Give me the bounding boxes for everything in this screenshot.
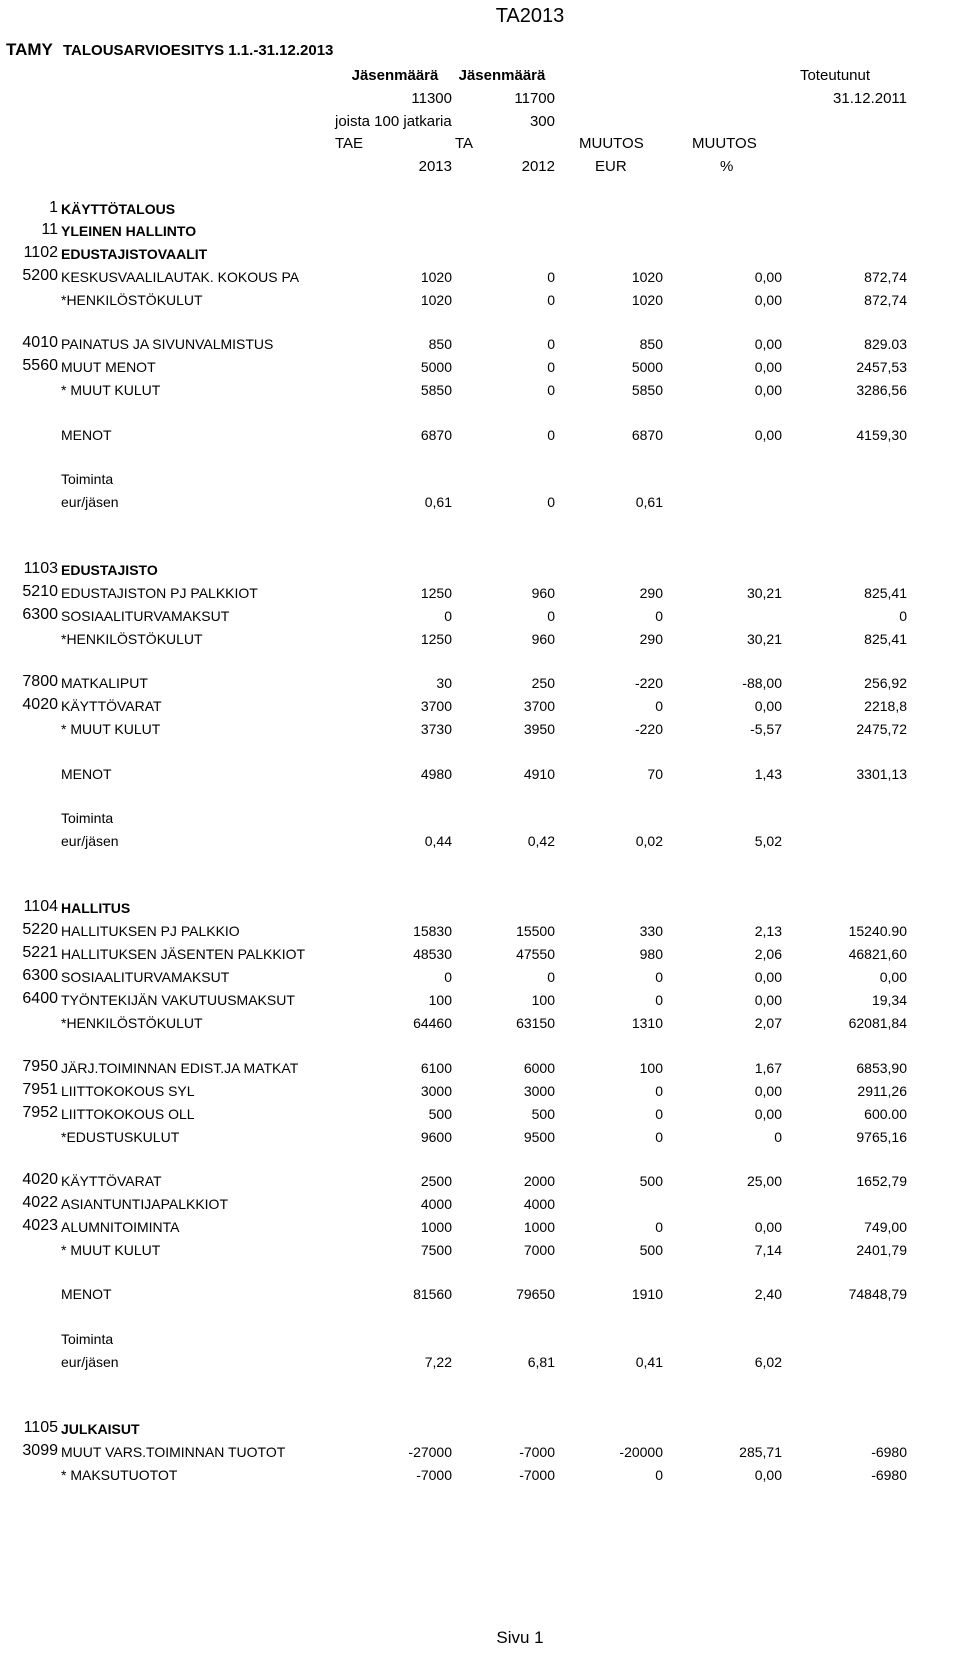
value-tae-2013: 500 <box>428 1106 452 1122</box>
value-change-pct: 6,02 <box>754 1354 782 1370</box>
account-code: 1 <box>49 199 58 216</box>
value-actual-2011: 15240.90 <box>848 923 907 939</box>
value-actual-2011: 6853,90 <box>856 1060 907 1076</box>
account-label: KESKUSVAALILAUTAK. KOKOUS PA <box>61 269 300 285</box>
account-code: 5200 <box>22 267 58 284</box>
account-label: *EDUSTUSKULUT <box>61 1129 180 1145</box>
value-ta-2012: 0,42 <box>527 833 555 849</box>
value-change-pct: 0,00 <box>754 698 782 714</box>
value-ta-2012: 4910 <box>523 766 555 782</box>
value-tae-2013: 1020 <box>420 292 452 308</box>
value-change-eur: 980 <box>639 946 663 962</box>
account-label: HALLITUKSEN PJ PALKKIO <box>61 923 240 939</box>
value-tae-2013: 5000 <box>420 359 452 375</box>
account-code: 7952 <box>22 1104 58 1121</box>
value-change-pct: 0,00 <box>754 969 782 985</box>
value-change-eur: 0 <box>655 1129 663 1145</box>
account-label: JULKAISUT <box>61 1421 140 1437</box>
account-label: MATKALIPUT <box>61 675 148 691</box>
value-tae-2013: 3730 <box>420 721 452 737</box>
account-label: MUUT MENOT <box>61 359 156 375</box>
value-tae-2013: 1250 <box>420 585 452 601</box>
account-label: eur/jäsen <box>61 833 119 849</box>
value-change-pct: 0,00 <box>754 427 782 443</box>
account-label: Toiminta <box>61 810 114 826</box>
value-ta-2012: 0 <box>547 969 555 985</box>
col-tae: TAE <box>335 135 364 152</box>
value-change-eur: 0,61 <box>635 494 663 510</box>
value-actual-2011: 2401,79 <box>856 1242 907 1258</box>
col-muutos-pct: MUUTOS <box>692 135 757 152</box>
value-actual-2011: 600.00 <box>864 1106 907 1122</box>
account-label: MUUT VARS.TOIMINNAN TUOTOT <box>61 1444 286 1460</box>
account-label: * MUUT KULUT <box>61 1242 161 1258</box>
value-ta-2012: 0 <box>547 292 555 308</box>
doc-id: TA2013 <box>495 5 565 27</box>
value-ta-2012: 4000 <box>523 1196 555 1212</box>
value-change-pct: -88,00 <box>742 675 782 691</box>
value-actual-2011: 829.03 <box>864 336 907 352</box>
account-code: 4020 <box>22 696 58 713</box>
account-code: 5560 <box>22 357 58 374</box>
value-ta-2012: 6000 <box>523 1060 555 1076</box>
col-eur: EUR <box>595 158 627 175</box>
value-tae-2013: 4980 <box>420 766 452 782</box>
value-ta-2012: 0 <box>547 427 555 443</box>
value-ta-2012: 2000 <box>523 1173 555 1189</box>
account-code: 4020 <box>22 1171 58 1188</box>
value-actual-2011: 0 <box>899 608 907 624</box>
value-change-pct: 0,00 <box>754 359 782 375</box>
value-change-pct: 5,02 <box>754 833 782 849</box>
account-label: SOSIAALITURVAMAKSUT <box>61 969 230 985</box>
value-ta-2012: 250 <box>531 675 555 691</box>
account-label: KÄYTTÖTALOUS <box>61 201 176 217</box>
account-code: 1105 <box>23 1419 58 1436</box>
value-ta-2012: 0 <box>547 382 555 398</box>
account-label: *HENKILÖSTÖKULUT <box>61 631 203 647</box>
account-code: 5220 <box>22 921 58 938</box>
value-change-eur: 1310 <box>631 1015 663 1031</box>
account-code: 4010 <box>22 334 58 351</box>
value-ta-2012: 1000 <box>523 1219 555 1235</box>
value-change-eur: 1020 <box>631 269 663 285</box>
value-tae-2013: 0,61 <box>424 494 452 510</box>
value-change-eur: 0 <box>655 1106 663 1122</box>
value-ta-2012: 3950 <box>523 721 555 737</box>
value-change-pct: 30,21 <box>746 585 782 601</box>
members-label-1: Jäsenmäärä <box>351 67 439 84</box>
account-label: EDUSTAJISTO <box>61 562 158 578</box>
account-label: eur/jäsen <box>61 494 119 510</box>
value-change-pct: 0,00 <box>754 382 782 398</box>
account-code: 7950 <box>22 1058 58 1075</box>
value-change-pct: 0,00 <box>754 1219 782 1235</box>
value-ta-2012: 0 <box>547 336 555 352</box>
value-change-eur: 330 <box>639 923 663 939</box>
account-code: 1104 <box>23 898 58 915</box>
value-tae-2013: 0 <box>444 608 452 624</box>
value-tae-2013: -27000 <box>408 1444 452 1460</box>
value-change-eur: 500 <box>639 1242 663 1258</box>
value-change-pct: 0,00 <box>754 336 782 352</box>
value-actual-2011: 3301,13 <box>856 766 907 782</box>
value-change-eur: 850 <box>639 336 663 352</box>
account-label: * MAKSUTUOTOT <box>61 1467 178 1483</box>
value-actual-2011: 256,92 <box>864 675 907 691</box>
account-code: 7800 <box>22 673 58 690</box>
value-change-pct: 0,00 <box>754 269 782 285</box>
actual-label: Toteutunut <box>799 67 871 84</box>
value-change-pct: 2,13 <box>754 923 782 939</box>
value-actual-2011: 19,34 <box>871 992 907 1008</box>
value-tae-2013: 7,22 <box>424 1354 452 1370</box>
value-tae-2013: 6100 <box>420 1060 452 1076</box>
value-tae-2013: 9600 <box>420 1129 452 1145</box>
account-label: ASIANTUNTIJAPALKKIOT <box>61 1196 228 1212</box>
value-tae-2013: 850 <box>428 336 452 352</box>
value-change-eur: 70 <box>647 766 663 782</box>
value-change-pct: 2,07 <box>754 1015 782 1031</box>
value-change-pct: 2,06 <box>754 946 782 962</box>
account-code: 5221 <box>22 944 58 961</box>
value-change-eur: 0 <box>655 969 663 985</box>
header-note-value: 300 <box>529 113 555 130</box>
value-actual-2011: 74848,79 <box>848 1286 907 1302</box>
value-change-eur: 0 <box>655 992 663 1008</box>
account-label: *HENKILÖSTÖKULUT <box>61 292 203 308</box>
account-label: HALLITUKSEN JÄSENTEN PALKKIOT <box>61 946 306 962</box>
value-tae-2013: 2500 <box>420 1173 452 1189</box>
value-change-eur: 1910 <box>631 1286 663 1302</box>
header-note: joista 100 jatkaria <box>335 113 452 130</box>
value-change-eur: 6870 <box>631 427 663 443</box>
account-code: 7951 <box>22 1081 58 1098</box>
value-change-eur: 0 <box>655 1219 663 1235</box>
value-ta-2012: 0 <box>547 359 555 375</box>
value-ta-2012: 3000 <box>523 1083 555 1099</box>
value-ta-2012: 15500 <box>516 923 555 939</box>
value-change-eur: 5850 <box>631 382 663 398</box>
value-change-eur: 0 <box>655 1083 663 1099</box>
account-label: * MUUT KULUT <box>61 721 161 737</box>
value-actual-2011: 2475,72 <box>856 721 907 737</box>
value-ta-2012: 6,81 <box>527 1354 555 1370</box>
account-code: 3099 <box>22 1442 58 1459</box>
value-ta-2012: 3700 <box>523 698 555 714</box>
col-pct: % <box>720 158 734 175</box>
col-ta: TA <box>455 135 474 152</box>
value-actual-2011: 825,41 <box>864 585 907 601</box>
value-actual-2011: 3286,56 <box>856 382 907 398</box>
value-change-eur: 290 <box>639 631 663 647</box>
value-tae-2013: 64460 <box>413 1015 452 1031</box>
value-tae-2013: -7000 <box>416 1467 452 1483</box>
value-change-pct: -5,57 <box>750 721 782 737</box>
account-code: 1102 <box>23 244 58 261</box>
value-change-pct: 30,21 <box>746 631 782 647</box>
value-tae-2013: 0,44 <box>424 833 452 849</box>
account-label: SOSIAALITURVAMAKSUT <box>61 608 230 624</box>
value-change-eur: 100 <box>639 1060 663 1076</box>
account-label: HALLITUS <box>61 900 131 916</box>
org-name: TAMY <box>6 40 53 59</box>
value-change-eur: 290 <box>639 585 663 601</box>
account-label: PAINATUS JA SIVUNVALMISTUS <box>61 336 274 352</box>
account-label: EDUSTAJISTOVAALIT <box>61 246 208 262</box>
value-change-pct: 0,00 <box>754 1106 782 1122</box>
col-2013: 2013 <box>418 158 452 175</box>
value-change-pct: 0 <box>774 1129 782 1145</box>
value-actual-2011: 872,74 <box>864 269 907 285</box>
account-code: 1103 <box>23 560 58 577</box>
value-ta-2012: 9500 <box>523 1129 555 1145</box>
page-footer: Sivu 1 <box>496 1628 544 1647</box>
account-label: KÄYTTÖVARAT <box>61 1173 162 1189</box>
value-tae-2013: 15830 <box>413 923 452 939</box>
value-actual-2011: 2457,53 <box>856 359 907 375</box>
value-tae-2013: 1000 <box>420 1219 452 1235</box>
value-actual-2011: 62081,84 <box>848 1015 907 1031</box>
value-tae-2013: 3000 <box>420 1083 452 1099</box>
value-change-eur: 1020 <box>631 292 663 308</box>
account-label: EDUSTAJISTON PJ PALKKIOT <box>61 585 258 601</box>
account-label: MENOT <box>61 427 112 443</box>
account-label: JÄRJ.TOIMINNAN EDIST.JA MATKAT <box>61 1060 299 1076</box>
value-change-pct: 285,71 <box>739 1444 782 1460</box>
value-ta-2012: 960 <box>531 585 555 601</box>
page-title: TALOUSARVIOESITYS 1.1.-31.12.2013 <box>63 42 334 59</box>
value-tae-2013: 5850 <box>420 382 452 398</box>
value-tae-2013: 7500 <box>420 1242 452 1258</box>
value-ta-2012: 500 <box>531 1106 555 1122</box>
account-label: Toiminta <box>61 471 114 487</box>
value-change-eur: 500 <box>639 1173 663 1189</box>
account-label: Toiminta <box>61 1331 114 1347</box>
value-actual-2011: 872,74 <box>864 292 907 308</box>
account-label: YLEINEN HALLINTO <box>61 223 197 239</box>
value-ta-2012: 0 <box>547 494 555 510</box>
value-actual-2011: 46821,60 <box>848 946 907 962</box>
value-actual-2011: 4159,30 <box>856 427 907 443</box>
account-label: MENOT <box>61 1286 112 1302</box>
value-ta-2012: 960 <box>531 631 555 647</box>
account-label: KÄYTTÖVARAT <box>61 698 162 714</box>
value-ta-2012: 79650 <box>516 1286 555 1302</box>
col-muutos-eur: MUUTOS <box>579 135 644 152</box>
account-label: MENOT <box>61 766 112 782</box>
value-actual-2011: 2911,26 <box>857 1083 907 1099</box>
value-actual-2011: -6980 <box>871 1467 907 1483</box>
value-tae-2013: 1250 <box>420 631 452 647</box>
account-label: TYÖNTEKIJÄN VAKUTUUSMAKSUT <box>61 992 295 1008</box>
value-ta-2012: 63150 <box>516 1015 555 1031</box>
value-change-pct: 7,14 <box>754 1242 782 1258</box>
account-code: 5210 <box>22 583 58 600</box>
value-change-eur: -20000 <box>619 1444 663 1460</box>
account-code: 11 <box>41 221 58 238</box>
members-count-1: 11300 <box>411 90 452 107</box>
col-2012: 2012 <box>521 158 555 175</box>
account-label: LIITTOKOKOUS OLL <box>61 1106 195 1122</box>
value-actual-2011: 749,00 <box>864 1219 907 1235</box>
value-actual-2011: 9765,16 <box>856 1129 907 1145</box>
account-code: 4022 <box>22 1194 58 1211</box>
value-change-pct: 0,00 <box>754 992 782 1008</box>
account-code: 6300 <box>22 606 58 623</box>
value-tae-2013: 30 <box>436 675 452 691</box>
value-ta-2012: -7000 <box>519 1467 555 1483</box>
value-tae-2013: 81560 <box>413 1286 452 1302</box>
value-change-eur: -220 <box>634 675 663 691</box>
value-actual-2011: 1652,79 <box>856 1173 907 1189</box>
account-label: * MUUT KULUT <box>61 382 161 398</box>
value-actual-2011: 0,00 <box>879 969 907 985</box>
account-code: 4023 <box>22 1217 58 1234</box>
value-change-eur: 0,02 <box>635 833 663 849</box>
value-change-pct: 0,00 <box>754 1467 782 1483</box>
value-change-pct: 1,43 <box>754 766 782 782</box>
account-label: ALUMNITOIMINTA <box>61 1219 180 1235</box>
value-tae-2013: 3700 <box>420 698 452 714</box>
account-code: 6300 <box>22 967 58 984</box>
account-label: *HENKILÖSTÖKULUT <box>61 1015 203 1031</box>
value-change-eur: 0,41 <box>635 1354 663 1370</box>
value-change-pct: 25,00 <box>746 1173 782 1189</box>
value-ta-2012: 7000 <box>523 1242 555 1258</box>
value-change-pct: 0,00 <box>754 292 782 308</box>
value-ta-2012: 0 <box>547 269 555 285</box>
value-change-eur: 5000 <box>631 359 663 375</box>
value-tae-2013: 0 <box>444 969 452 985</box>
value-tae-2013: 48530 <box>413 946 452 962</box>
value-tae-2013: 6870 <box>420 427 452 443</box>
members-count-2: 11700 <box>514 90 555 107</box>
value-actual-2011: 825,41 <box>864 631 907 647</box>
value-change-eur: 0 <box>655 698 663 714</box>
account-code: 6400 <box>22 990 58 1007</box>
value-actual-2011: -6980 <box>871 1444 907 1460</box>
value-change-pct: 0,00 <box>754 1083 782 1099</box>
value-ta-2012: 0 <box>547 608 555 624</box>
value-tae-2013: 1020 <box>420 269 452 285</box>
members-label-2: Jäsenmäärä <box>458 67 546 84</box>
account-label: eur/jäsen <box>61 1354 119 1370</box>
value-change-eur: -220 <box>634 721 663 737</box>
account-label: LIITTOKOKOUS SYL <box>61 1083 195 1099</box>
value-change-eur: 0 <box>655 608 663 624</box>
value-ta-2012: -7000 <box>519 1444 555 1460</box>
value-tae-2013: 100 <box>428 992 452 1008</box>
value-ta-2012: 100 <box>531 992 555 1008</box>
value-tae-2013: 4000 <box>420 1196 452 1212</box>
value-change-eur: 0 <box>655 1467 663 1483</box>
value-change-pct: 1,67 <box>754 1060 782 1076</box>
actual-date: 31.12.2011 <box>833 90 907 107</box>
value-change-pct: 2,40 <box>754 1286 782 1302</box>
value-actual-2011: 2218,8 <box>864 698 907 714</box>
value-ta-2012: 47550 <box>516 946 555 962</box>
